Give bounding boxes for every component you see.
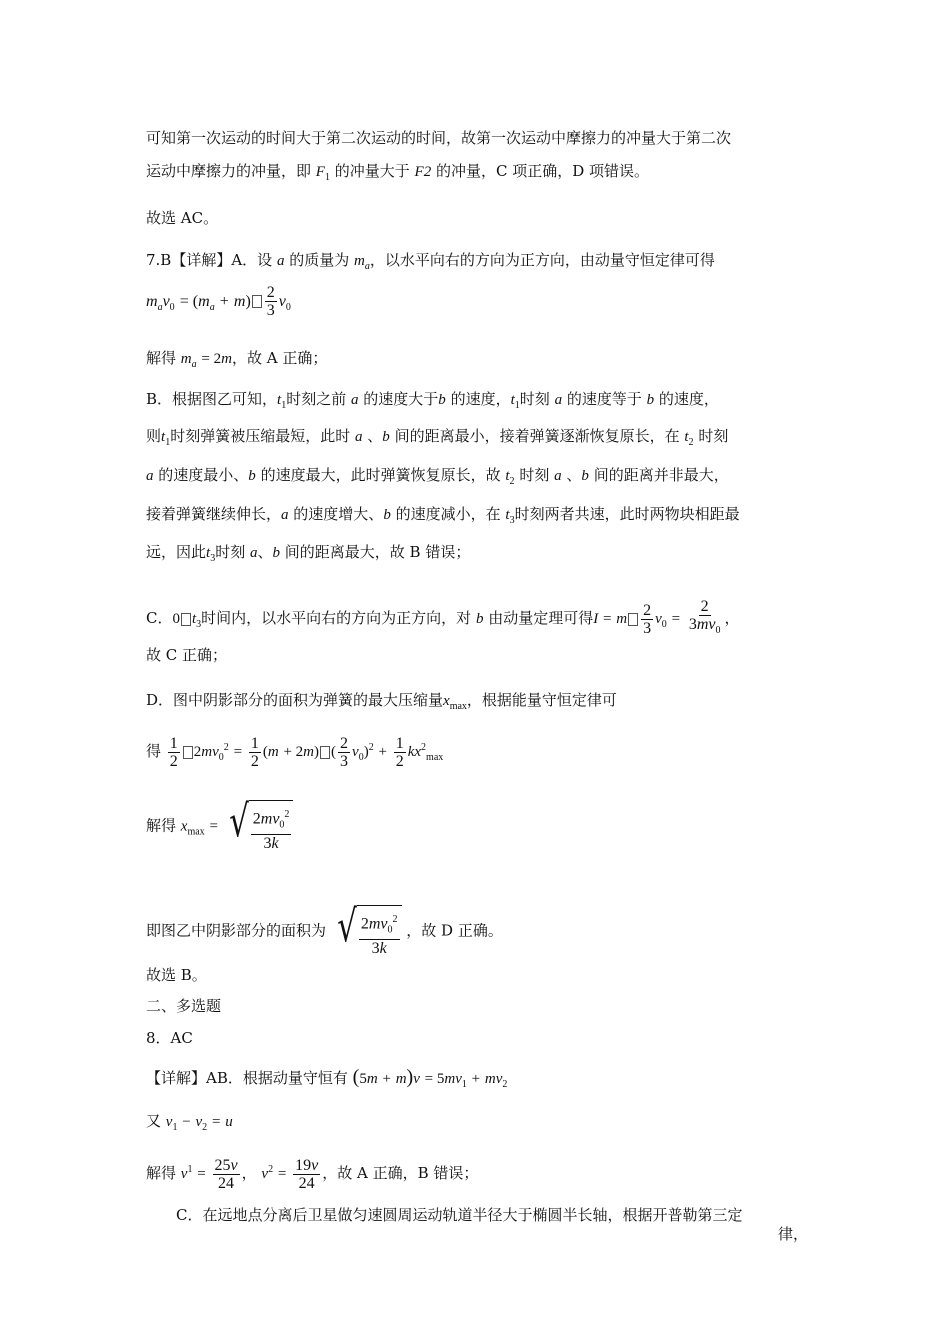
text-line: 则$t_1$时刻弹簧被压缩最短，此时 a 、b 间的距离最小，接着弹簧逐渐恢复原长，在 $t_2$ 时刻 — [146, 427, 729, 448]
text-line: 远，因此$t_3$时刻 a、b 间的距离最大，故 B 错误； — [146, 543, 471, 564]
text-line: 可知第一次运动的时间大于第二次运动的时间，故第一次运动中摩擦力的冲量大于第二次 — [146, 129, 732, 147]
text-line: 解得 $m_a = 2m$，故 A 正确； — [146, 349, 328, 370]
section-heading: 二、多选题 — [146, 997, 222, 1015]
equation-energy: 得 $\frac{1}{2}$ $2mv_0^2$ = $\frac{1}{2}$ (m + 2m) ( $\frac{2}{3}$ $v_0)^2$ + $\frac{1}{2}$ $kx^2_{max}$ — [146, 734, 444, 770]
text-line: a 的速度最小、b 的速度最大，此时弹簧恢复原长，故 $t_2$ 时刻 a 、b 间的距离并非最大， — [146, 466, 729, 487]
text-line: 接着弹簧继续伸长，a 的速度增大、b 的速度减小，在 $t_3$时刻两者共速，此时两物块相距最 — [146, 505, 740, 526]
text-line: 【详解】AB．根据动量守恒有 $(5m + m)v = 5mv_1 + mv_2$ — [146, 1066, 508, 1090]
text-line: 故选 AC。 — [146, 209, 219, 227]
text-line: 解得 $v^1$ = $\frac{25v}{24}$ ， $v^2$ = $\frac{19v}{24}$ ，故 A 正确，B 错误； — [146, 1156, 479, 1192]
equation-momentum: $m_av_0 = (m_a + m)$ $\frac{2}{3}$ $v_0$ — [146, 284, 291, 319]
text-line: 又 $v_1 - v_2 = u$ — [146, 1112, 233, 1133]
text-line: 故选 B。 — [146, 966, 207, 984]
text-line: B．根据图乙可知，$t_1$时刻之前 a 的速度大于b 的速度，$t_1$时刻 a 的速度等于 b 的速度， — [146, 390, 719, 411]
text-line: C．在远地点分离后卫星做匀速圆周运动轨道半径大于椭圆半长轴，根据开普勒第三定 — [176, 1206, 743, 1224]
text-line: 律， — [778, 1225, 809, 1243]
text-line-c: C．0 $t_3$时间内，以水平向右的方向为正方向，对 b 由动量定理可得I = m $\frac{2}{3}$ $v_0$ = $\frac{2}{3mv_0}$ ， — [146, 598, 740, 637]
text-line: D．图中阴影部分的面积为弹簧的最大压缩量$x_{max}$，根据能量守恒定律可 — [146, 691, 617, 712]
question-7-heading: 7.B【详解】A．设 a 的质量为 $m_a$，以水平向右的方向为正方向，由动量守恒定律可得 — [146, 251, 715, 272]
text-line: 即图乙中阴影部分的面积为 √ $\frac{2mv_0^2}{3k}$ ，故 D 正确。 — [146, 901, 503, 957]
question-8-heading: 8．AC — [146, 1029, 193, 1047]
text-line: 运动中摩擦力的冲量，即 $F_1$ 的冲量大于 F2 的冲量，C 项正确，D 项错误。 — [146, 162, 650, 183]
equation-xmax: 解得 $x_{max}$ = √ $\frac{2mv_0^2}{3k}$ — [146, 800, 293, 858]
text-line: 故 C 正确； — [146, 646, 228, 664]
